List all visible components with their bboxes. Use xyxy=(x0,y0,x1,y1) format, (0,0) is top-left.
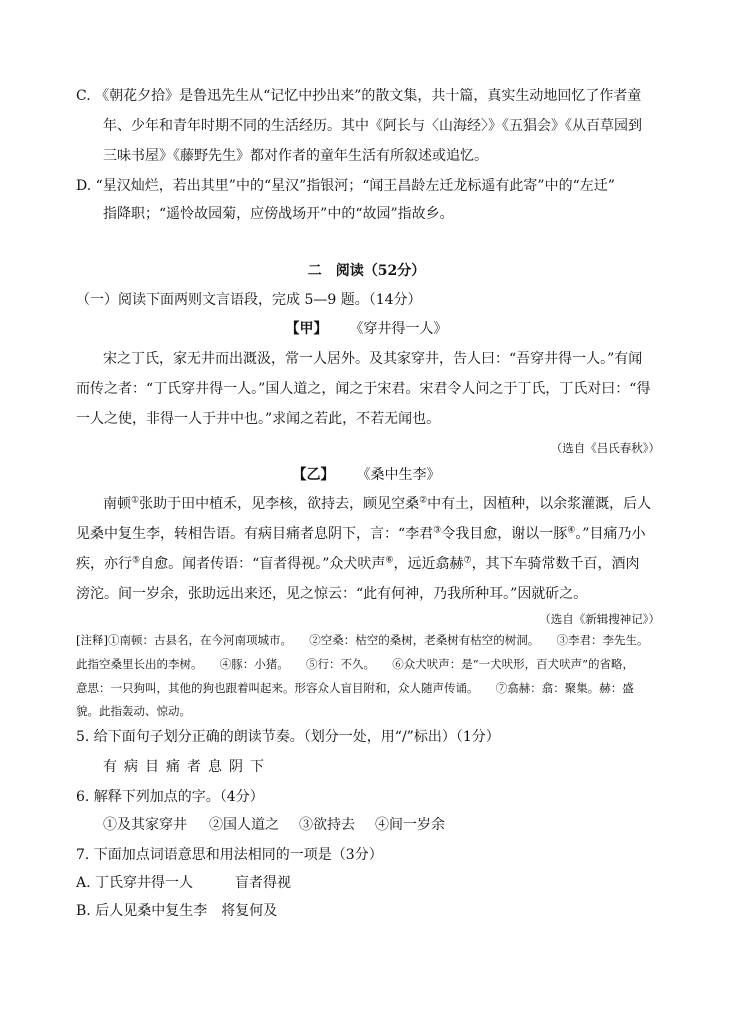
question-5-stem: 5. 给下面句子划分正确的朗读节奏。（划分一处，用“/”标出）（1分） xyxy=(76,729,500,745)
note-marker-4: ④ xyxy=(567,525,576,536)
option-c-line-2: 年、少年和青年时期不同的生活经历。其中《阿长与〈山海经〉》《五猖会》《从百草园到 xyxy=(103,118,642,134)
question-6-items xyxy=(103,815,445,835)
passage-jia-line-3: 一人之使，非得一人于井中也。”求闻之若此，不若无闻也。 xyxy=(76,411,441,427)
section-title: 二 阅读（52分） xyxy=(307,263,426,279)
text-span: 。”目痛乃小 xyxy=(575,526,646,542)
passage-yi-heading xyxy=(0,465,733,485)
option-b-left: B. 后人见桑中复生李 xyxy=(76,903,208,919)
note-marker-3: ③ xyxy=(433,525,442,536)
option-a-left: A. 丁氏穿井得一人 xyxy=(76,875,194,891)
question-6-stem: 6. 解释下列加点的字。（4分） xyxy=(76,789,264,805)
passage-jia-line-1: 宋之丁氏，家无井而出溉汲，常一人居外。及其家穿井，告人曰：“吾穿井得一人。”有闻 xyxy=(103,351,643,367)
passage-yi-line-2 xyxy=(76,524,645,544)
passage-yi-line-1 xyxy=(103,494,651,514)
option-d-line-1: D. “星汉灿烂，若出其里”中的“星汉”指银河；“闻王昌龄左迁龙标遥有此寄”中的“左迁” xyxy=(76,178,615,194)
passage-jia-tag: 【甲】 xyxy=(285,321,328,337)
question-7-option-b xyxy=(76,901,277,921)
note-marker-2: ② xyxy=(419,495,428,506)
question-7-stem: 7. 下面加点词语意思和用法相同的一项是（3分） xyxy=(76,847,383,863)
passage-jia-title: 《穿井得一人》 xyxy=(349,321,448,337)
option-c-line-3: 三味书屋》《藤野先生》都对作者的童年生活有所叙述或追忆。 xyxy=(103,148,488,164)
notes-line-3: 意思：一只狗叫，其他的狗也跟着叫起来。形容众人盲目附和，众人随声传诵。 ⑦翕赫：翕：聚集。赫：盛 xyxy=(76,681,634,695)
passage-yi-title: 《桑中生李》 xyxy=(356,467,441,483)
passage-jia-heading xyxy=(0,319,733,339)
question-6-item: ②国人道之 xyxy=(209,817,279,833)
question-5-sentence: 有病目痛者息阴下 xyxy=(103,759,271,775)
notes-line-4: 貌。此指轰动、惊动。 xyxy=(76,704,191,718)
text-span: 南顿 xyxy=(103,496,131,512)
question-7-option-a xyxy=(76,873,291,893)
text-span: ，远近翕赫 xyxy=(393,556,464,572)
passage-yi-tag: 【乙】 xyxy=(292,467,335,483)
question-6-item: ③欲持去 xyxy=(299,817,355,833)
option-a-right: 盲者得视 xyxy=(235,875,292,891)
passage-jia-source: （选自《吕氏春秋》） xyxy=(550,441,660,455)
note-marker-1: ① xyxy=(131,495,140,506)
option-d-line-2: 指降职；“遥怜故园菊，应傍战场开”中的“故园”指故乡。 xyxy=(103,206,454,222)
text-span: 见桑中复生李，转相告语。有病目痛者息阴下，言：“李君 xyxy=(76,526,434,542)
notes-line-1: [注释]①南顿：古县名，在今河南项城市。 ②空桑：枯空的桑树，老桑树有枯空的树洞。 ③李君：李先生。 xyxy=(76,633,649,647)
passage-yi-source: （选自《新辑搜神记》） xyxy=(539,612,660,626)
text-span: 疾，亦行 xyxy=(76,556,132,572)
note-marker-7: ⑦ xyxy=(463,555,472,566)
part-intro: （一）阅读下面两则文言语段，完成 5—9 题。（14分） xyxy=(76,292,422,308)
passage-yi-line-4: 滂沱。间一岁余，张助远出来还，见之惊云：“此有何神，乃我所种耳。”因就斫之。 xyxy=(76,586,588,602)
text-span: 令我目愈，谢以一豚 xyxy=(441,526,568,542)
note-marker-5: ⑤ xyxy=(132,555,141,566)
option-c-line-1: C. 《朝花夕拾》是鲁迅先生从“记忆中抄出来”的散文集，共十篇，真实生动地回忆了作者童 xyxy=(76,88,642,104)
text-span: ，其下车骑常数千百，酒肉 xyxy=(471,556,640,572)
passage-yi-line-3 xyxy=(76,554,640,574)
passage-jia-line-2: 而传之者：“丁氏穿井得一人。”国人道之，闻之于宋君。宋君令人问之于丁氏，丁氏对曰：“得 xyxy=(76,381,651,397)
question-6-item: ①及其家穿井 xyxy=(103,817,187,833)
question-6-item: ④间一岁余 xyxy=(375,817,445,833)
text-span: 中有土，因植种，以余浆灌溉，后人 xyxy=(427,496,652,512)
note-marker-6: ⑥ xyxy=(385,555,394,566)
text-span: 自愈。闻者传语：“盲者得视。”众犬吠声 xyxy=(140,556,386,572)
option-b-right: 将复何及 xyxy=(221,903,278,919)
notes-line-2: 此指空桑里长出的李树。 ④豚：小猪。 ⑤行：不久。 ⑥众犬吠声：是“一犬吠形，百犬吠声”的省略， xyxy=(76,657,635,671)
text-span: 张助于田中植禾，见李核，欲持去，顾见空桑 xyxy=(139,496,420,512)
